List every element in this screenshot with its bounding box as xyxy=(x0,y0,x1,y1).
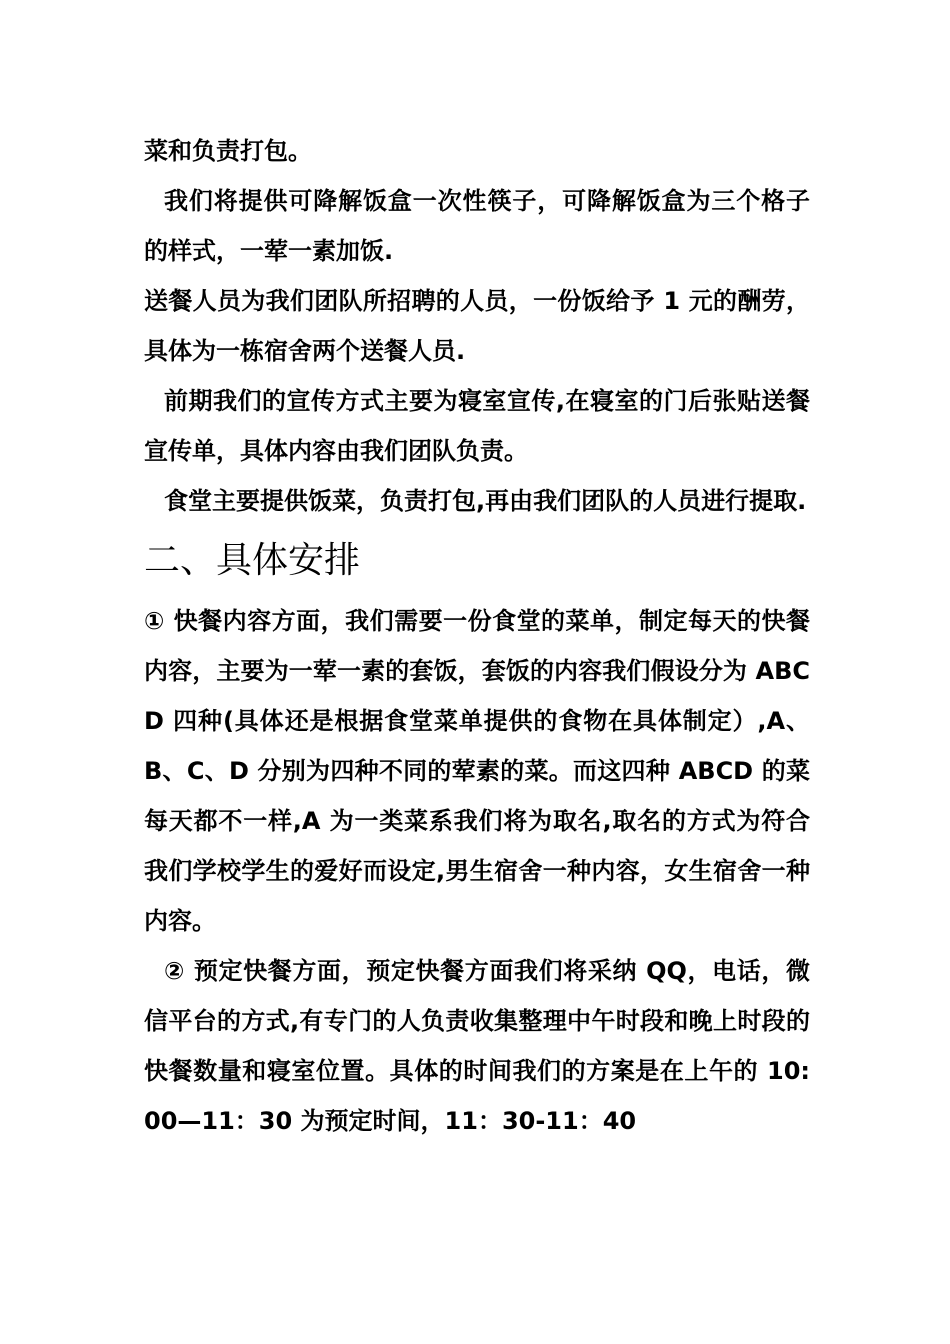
paragraph-menu-content: ① 快餐内容方面，我们需要一份食堂的菜单，制定每天的快餐内容，主要为一荤一素的套饭，套饭的内容我们假设分为 ABCD 四种(具体还是根据食堂菜单提供的食物在具体制定）,A、B、C、D 分别为四种不同的荤素的菜。而这四种 ABCD 的菜每天都不一样,A 为一类菜系我们将为取名,取名的方式为符合我们学校学生的爱好而设定,男生宿舍一种内容，女生宿舍一种内容。 xyxy=(144,607,810,935)
paragraph-delivery-staff: 送餐人员为我们团队所招聘的人员，一份饭给予 1 元的酬劳，具体为一栋宿舍两个送餐人员. xyxy=(144,287,810,365)
paragraph-ordering: ② 预定快餐方面，预定快餐方面我们将采纳 QQ，电话，微信平台的方式,有专门的人负责收集整理中午时段和晚上时段的快餐数量和寝室位置。具体的时间我们的方案是在上午的 10:00—11：30 为预定时间，11：30-11：40 xyxy=(144,957,810,1135)
paragraph-lunchbox: 我们将提供可降解饭盒一次性筷子，可降解饭盒为三个格子的样式，一荤一素加饭. xyxy=(144,187,810,265)
document-page xyxy=(144,126,810,1146)
paragraph-serving-end: 菜和负责打包。 xyxy=(144,137,312,165)
paragraph-canteen: 食堂主要提供饭菜，负责打包,再由我们团队的人员进行提取. xyxy=(164,487,807,515)
paragraph-promotion: 前期我们的宣传方式主要为寝室宣传,在寝室的门后张贴送餐宣传单，具体内容由我们团队负责。 xyxy=(144,387,810,465)
section-heading: 二、具体安排 xyxy=(144,540,361,581)
